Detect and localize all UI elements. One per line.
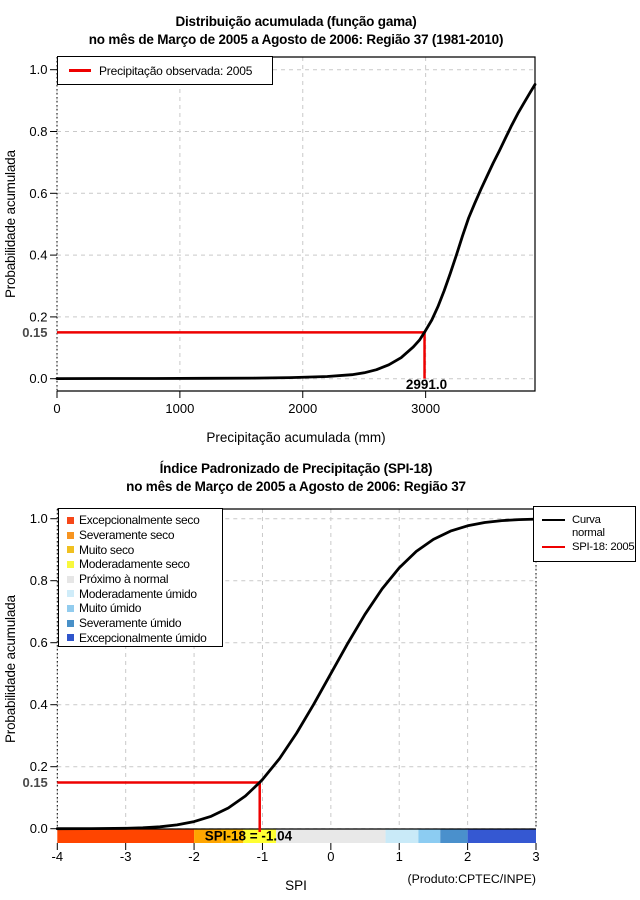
curve-label-line2: normal <box>572 527 605 540</box>
category-swatch <box>67 634 74 641</box>
category-swatch <box>67 605 74 612</box>
x-tick-label: -4 <box>51 849 64 864</box>
category-label: Muito úmido <box>79 601 142 616</box>
category-swatch <box>67 532 74 539</box>
category-label: Excepcionalmente úmido <box>79 630 207 645</box>
legend-item-curva-normal <box>534 513 635 527</box>
chart1-subtitle: no mês de Março de 2005 a Agosto de 2006: Região 37 (1981-2010) <box>88 32 504 47</box>
curve-label-line1: Curva <box>572 513 601 526</box>
legend-item-proximo-a-normal <box>59 572 222 587</box>
spi-category-legend <box>58 508 223 647</box>
legend-item-excepcionalmente-seco <box>59 513 222 528</box>
category-swatch <box>67 517 74 524</box>
spi-legend-label: SPI-18: 2005 <box>572 540 635 553</box>
x-tick-label: -1 <box>256 849 269 864</box>
normal-curve-swatch <box>542 519 565 522</box>
chart1-legend <box>57 56 273 85</box>
observed-precipitation-line-swatch <box>69 69 91 72</box>
spi-value-label: SPI-18 = -1.04 <box>204 828 293 844</box>
chart2-subtitle: no mês de Março de 2005 a Agosto de 2006: Região 37 <box>126 479 466 494</box>
y-tick-label: 0.4 <box>29 247 48 263</box>
marker-x-value-label: 2991.0 <box>405 377 448 392</box>
chart1-legend-label: Precipitação observada: 2005 <box>99 63 253 78</box>
category-label: Próximo à normal <box>79 572 169 587</box>
y-tick-label: 0.8 <box>29 124 48 139</box>
x-tick-label: 3 <box>532 849 540 864</box>
y-tick-label: 0.8 <box>29 573 48 589</box>
spi-category-segment <box>386 830 419 844</box>
category-label: Moderadamente seco <box>79 557 190 572</box>
legend-item-spi18-2005 <box>534 540 635 554</box>
category-swatch <box>67 590 74 597</box>
chart1-title: Distribuição acumulada (função gama) <box>175 14 417 29</box>
product-credit: (Produto:CPTEC/INPE) <box>407 872 536 886</box>
category-label: Excepcionalmente seco <box>79 513 200 528</box>
x-tick-label: 2000 <box>288 401 318 416</box>
gamma-cdf-curve <box>57 85 535 379</box>
y-tick-label: 1.0 <box>29 62 48 78</box>
legend-item-severamente-umido <box>59 616 222 631</box>
spi-category-segment <box>276 830 385 844</box>
category-swatch <box>67 546 74 553</box>
y-tick-label: 1.0 <box>29 511 48 527</box>
chart1-y-axis-label: Probabilidade acumulada <box>3 150 18 298</box>
x-tick-label: 0 <box>53 401 61 416</box>
spi-category-segment <box>418 830 440 844</box>
chart2-curve-legend <box>533 506 636 562</box>
legend-item-muito-umido <box>59 601 222 616</box>
category-label: Muito seco <box>79 542 135 557</box>
legend-item-moderadamente-seco <box>59 557 222 572</box>
x-tick-label: 1 <box>395 849 403 864</box>
y-tick-label: 0.2 <box>29 309 48 325</box>
chart1-x-axis-label: Precipitação acumulada (mm) <box>206 430 386 445</box>
y-tick-label: 0.6 <box>29 635 48 651</box>
chart2-y-axis-label: Probabilidade acumulada <box>3 595 18 743</box>
y-tick-label: 0.0 <box>29 371 48 387</box>
y-tick-label: 0.4 <box>29 697 48 713</box>
category-swatch <box>67 561 74 568</box>
x-tick-label: 0 <box>327 849 335 864</box>
y-tick-label: 0.6 <box>29 185 48 201</box>
category-swatch <box>67 576 74 583</box>
y-tick-label: 0.0 <box>29 821 48 837</box>
legend-item-severamente-seco <box>59 528 222 543</box>
chart2-x-axis-label: SPI <box>285 878 307 893</box>
spi-category-segment <box>468 830 536 844</box>
category-label: Moderadamente úmido <box>79 586 197 601</box>
category-label: Severamente seco <box>79 528 175 543</box>
legend-item-excepcionalmente-umido <box>59 631 222 646</box>
category-swatch <box>67 620 74 627</box>
spi-category-segment <box>440 830 467 844</box>
x-tick-label: 1000 <box>165 401 195 416</box>
chart2-title: Índice Padronizado de Precipitação (SPI-18) <box>159 461 433 476</box>
probability-threshold-label: 0.15 <box>22 324 48 340</box>
legend-item-curva-normal-line2 <box>534 527 635 541</box>
x-tick-label: -3 <box>119 849 132 864</box>
spi-line-swatch <box>542 546 565 549</box>
spi-category-segment <box>57 830 194 844</box>
legend-item-muito-seco <box>59 542 222 557</box>
spacer <box>542 532 565 535</box>
y-tick-label: 0.2 <box>29 759 48 775</box>
probability-threshold-label: 0.15 <box>22 775 48 791</box>
x-tick-label: -2 <box>188 849 200 864</box>
category-label: Severamente úmido <box>79 616 182 631</box>
x-tick-label: 2 <box>463 849 472 864</box>
legend-item-moderadamente-umido <box>59 586 222 601</box>
x-tick-label: 3000 <box>411 401 441 416</box>
plot-box <box>57 57 535 391</box>
